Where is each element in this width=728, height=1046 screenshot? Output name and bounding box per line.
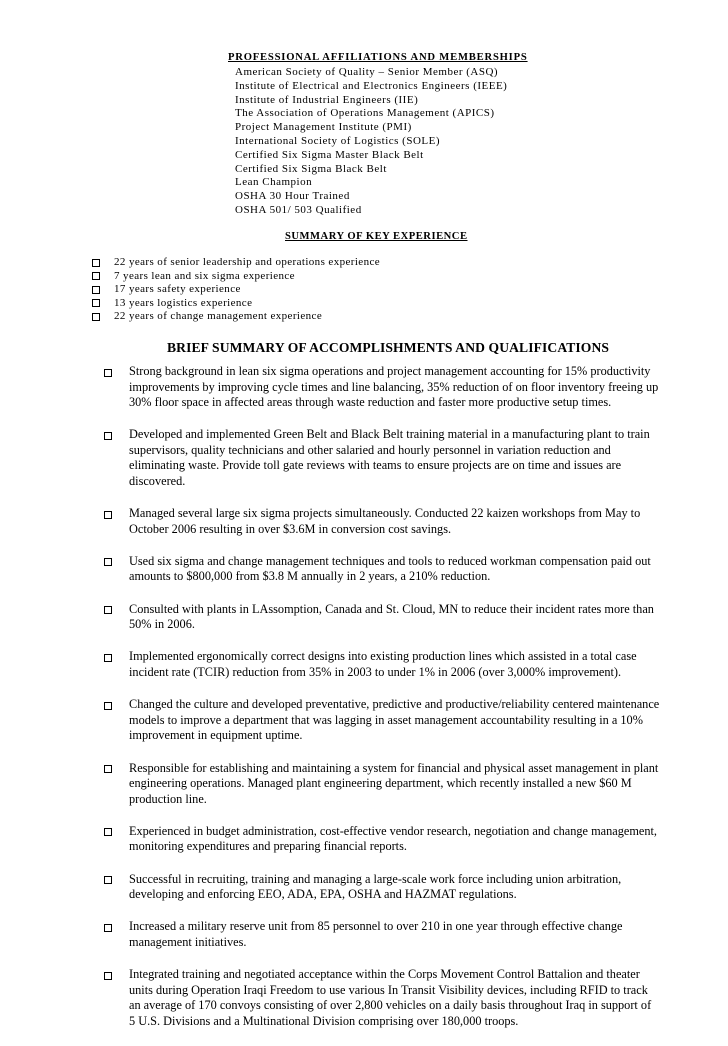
checkbox-bullet-icon <box>104 765 112 773</box>
accomplishment-item <box>100 919 660 950</box>
accomplishment-text: Experienced in budget administration, cost-effective vendor research, negotiation and change management, monitoring expenditures and preparing financial reports. <box>129 823 657 854</box>
accomplishments-heading: BRIEF SUMMARY OF ACCOMPLISHMENTS AND QUALIFICATIONS <box>167 340 610 355</box>
accomplishment-item <box>100 872 660 903</box>
affiliation-item: Institute of Industrial Engineers (IIE) <box>235 93 419 106</box>
affiliation-item: OSHA 30 Hour Trained <box>235 190 350 203</box>
accomplishment-text: Developed and implemented Green Belt and Black Belt training material in a manufacturing plant to train supervisors, quality technicians and other salaried and hourly personnel in variation reduction and eliminating waste. Provide toll gate reviews with teams to ensure projects are on time and issues are discovered. <box>129 427 650 488</box>
affiliations-list <box>235 66 507 218</box>
key-experience-text: 13 years logistics experience <box>114 296 253 309</box>
affiliation-item: OSHA 501/ 503 Qualified <box>235 203 362 216</box>
checkbox-bullet-icon <box>104 511 112 519</box>
accomplishment-item <box>100 967 660 1029</box>
checkbox-bullet-icon <box>104 828 112 836</box>
affiliation-item: Institute of Electrical and Electronics Engineers (IEEE) <box>235 79 508 92</box>
key-experience-text: 17 years safety experience <box>114 283 241 295</box>
accomplishment-text: Successful in recruiting, training and managing a large-scale work force including union arbitration, developing and enforcing EEO, ADA, EPA, OSHA and HAZMAT regulations. <box>129 871 622 902</box>
accomplishments-list <box>100 364 660 1046</box>
checkbox-bullet-icon <box>104 432 112 440</box>
checkbox-bullet-icon <box>104 972 112 980</box>
accomplishment-text: Responsible for establishing and maintaining a system for financial and physical asset management in plant engineering operations. Managed plant engineering department, which recently installed a new $60 M production line. <box>129 760 659 806</box>
key-experience-heading: SUMMARY OF KEY EXPERIENCE <box>285 231 468 242</box>
affiliation-item: Certified Six Sigma Black Belt <box>235 162 387 175</box>
affiliations-heading: PROFESSIONAL AFFILIATIONS AND MEMBERSHIPS <box>228 52 528 63</box>
accomplishment-text: Strong background in lean six sigma operations and project management accounting for 15% productivity improvements by improving cycle times and line balancing, 35% reduction of on floor inventory freeing up 30% floor space in affected areas through waste reduction and faster more productive setup times. <box>129 364 659 409</box>
affiliation-item: The Association of Operations Management (APICS) <box>235 107 495 120</box>
key-experience-text: 22 years of senior leadership and operations experience <box>114 256 381 268</box>
checkbox-bullet-icon <box>104 702 112 710</box>
affiliation-item: American Society of Quality – Senior Member (ASQ) <box>235 66 499 78</box>
key-experience-text: 22 years of change management experience <box>114 310 323 322</box>
checkbox-bullet-icon <box>92 259 100 267</box>
affiliation-item: Certified Six Sigma Master Black Belt <box>235 148 424 161</box>
accomplishment-text: Implemented ergonomically correct designs into existing production lines which assisted in a total case incident rate (TCIR) reduction from 35% in 2003 to under 1% in 2006 (over 3,000% improvement). <box>129 649 637 679</box>
accomplishment-item <box>100 649 660 680</box>
checkbox-bullet-icon <box>92 272 100 280</box>
affiliation-item: Project Management Institute (PMI) <box>235 121 412 134</box>
checkbox-bullet-icon <box>104 924 112 932</box>
key-experience-text: 7 years lean and six sigma experience <box>114 269 295 282</box>
accomplishment-text: Changed the culture and developed preventative, predictive and productive/reliability centered maintenance models to improve a department that was lagging in asset management accountability resulting in a 10% improvement in equipment uptime. <box>129 697 660 743</box>
affiliation-item: Lean Champion <box>235 176 313 189</box>
accomplishment-item <box>100 427 660 489</box>
accomplishment-text: Consulted with plants in LAssomption, Canada and St. Cloud, MN to reduce their incident rates more than 50% in 2006. <box>129 601 654 632</box>
accomplishment-item <box>100 761 660 808</box>
checkbox-bullet-icon <box>92 286 100 294</box>
accomplishment-item <box>100 602 660 633</box>
accomplishment-text: Used six sigma and change management techniques and tools to reduced workman compensation paid out amounts to $800,000 from $3.8 M annually in 2 years, a 210% reduction. <box>129 553 651 584</box>
checkbox-bullet-icon <box>104 558 112 566</box>
accomplishment-text: Increased a military reserve unit from 85 personnel to over 210 in one year through effective change management initiatives. <box>129 919 623 949</box>
affiliation-item: International Society of Logistics (SOLE) <box>235 134 441 147</box>
checkbox-bullet-icon <box>104 606 112 614</box>
accomplishment-text: Managed several large six sigma projects simultaneously. Conducted 22 kaizen workshops from May to October 2006 resulting in over $3.6M in conversion cost savings. <box>129 506 641 536</box>
accomplishment-item <box>100 554 660 585</box>
accomplishment-item <box>100 364 660 411</box>
checkbox-bullet-icon <box>104 369 112 377</box>
accomplishment-text: Integrated training and negotiated acceptance within the Corps Movement Control Battalion and theater units during Operation Iraqi Freedom to use various In Transit Visibility devices, including RFID to track an average of 170 convoys consisting of over 2,800 vehicles on a daily basis throughout Iraq in support of 5 U.S. Divisions and a Multinational Division comprising over 180,000 troops. <box>129 967 652 1028</box>
checkbox-bullet-icon <box>104 654 112 662</box>
checkbox-bullet-icon <box>92 299 100 307</box>
accomplishment-item <box>100 824 660 855</box>
accomplishment-item <box>100 697 660 744</box>
accomplishment-item <box>100 506 660 537</box>
checkbox-bullet-icon <box>92 313 100 321</box>
checkbox-bullet-icon <box>104 876 112 884</box>
